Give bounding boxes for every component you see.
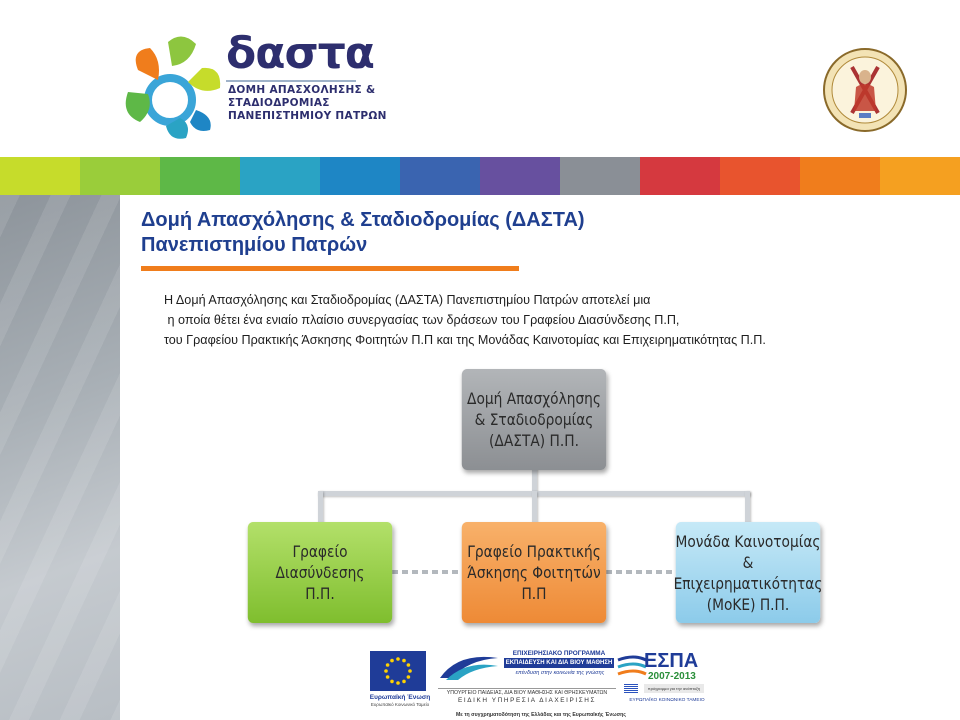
- espa-tagline: πρόγραμμα για την ανάπτυξη: [644, 684, 704, 693]
- dasta-logo-icon: [110, 30, 230, 145]
- description-line-2: η οποία θέτει ένα ενιαίο πλαίσιο συνεργασίας των δράσεων του Γραφείου Διασύνδεσης Π.Π,: [164, 313, 680, 327]
- page-title-line-2: Πανεπιστημίου Πατρών: [141, 234, 368, 256]
- ep-slogan: επένδυση στην κοινωνία της γνώσης: [515, 670, 605, 676]
- color-band-segment: [720, 157, 800, 195]
- university-seal-icon: [822, 47, 908, 133]
- org-box-dasta: [462, 369, 606, 470]
- color-band-segment: [480, 157, 560, 195]
- logo-wordmark: δαστα: [226, 28, 375, 79]
- logo-subtitle-line-1: ΔΟΜΗ ΑΠΑΣΧΟΛΗΣΗΣ &: [228, 84, 376, 96]
- dashed-link-right: [606, 570, 678, 574]
- logo-underline: [226, 80, 356, 82]
- ep-agency: ΕΙΔΙΚΗ ΥΠΗΡΕΣΙΑ ΔΙΑΧΕΙΡΙΣΗΣ: [457, 697, 597, 704]
- color-band-segment: [80, 157, 160, 195]
- left-decorative-strip: [0, 195, 120, 720]
- color-band-segment: [880, 157, 960, 195]
- color-band-segment: [160, 157, 240, 195]
- page-title: [141, 208, 585, 258]
- color-band-segment: [240, 157, 320, 195]
- org-box-innovation-unit-label: Μονάδα Καινοτομίας & Επιχειρηματικότητας (ΜοΚΕ) Π.Π.: [673, 531, 823, 614]
- logo-subtitle: [228, 84, 387, 123]
- logo-subtitle-line-3: ΠΑΝΕΠΙΣΤΗΜΙΟΥ ΠΑΤΡΩΝ: [228, 110, 387, 122]
- color-band-segment: [560, 157, 640, 195]
- page-title-line-1: Δομή Απασχόλησης & Σταδιοδρομίας (ΔΑΣΤΑ): [141, 209, 585, 231]
- org-box-dasta-label: Δομή Απασχόλησης & Σταδιοδρομίας (ΔΑΣΤΑ) Π.Π.: [467, 389, 601, 450]
- org-box-internship-office: [462, 522, 606, 623]
- eu-label: Ευρωπαϊκή Ένωση: [369, 694, 431, 701]
- color-band-segment: [640, 157, 720, 195]
- color-band-segment: [400, 157, 480, 195]
- greek-flag-icon: [624, 684, 638, 693]
- espa-years: 2007-2013: [648, 671, 696, 682]
- funding-logos: [368, 648, 713, 720]
- color-band-segment: [0, 157, 80, 195]
- org-box-liaison-office-label: Γραφείο Διασύνδεσης Π.Π.: [275, 542, 365, 603]
- dashed-link-left: [392, 570, 464, 574]
- description-paragraph: [164, 290, 766, 350]
- ep-ministry: ΥΠΟΥΡΓΕΙΟ ΠΑΙΔΕΙΑΣ, ΔΙΑ ΒΙΟΥ ΜΑΘΗΣΗΣ ΚΑΙ ΘΡΗΣΚΕΥΜΑΤΩΝ: [438, 688, 616, 697]
- connector-right: [745, 491, 750, 523]
- color-band: [0, 157, 960, 195]
- org-box-internship-office-label: Γραφείο Πρακτικής Άσκησης Φοιτητών Π.Π: [467, 542, 601, 603]
- description-line-3: του Γραφείου Πρακτικής Άσκησης Φοιτητών Π.Π και της Μονάδας Καινοτομίας και Επιχειρηματικότητας Π.Π.: [164, 333, 766, 347]
- espa-wordmark: ΕΣΠΑ: [644, 650, 699, 672]
- color-band-segment: [800, 157, 880, 195]
- eu-sublabel: Ευρωπαϊκό Κοινωνικό Ταμείο: [370, 702, 430, 707]
- logo-subtitle-line-2: ΣΤΑΔΙΟΔΡΟΜΙΑΣ: [228, 97, 330, 109]
- org-box-innovation-unit: [673, 522, 823, 623]
- co-funding-credit: Με τη συγχρηματοδότηση της Ελλάδας και της Ευρωπαϊκής Ένωσης: [455, 712, 627, 718]
- description-line-1: Η Δομή Απασχόλησης και Σταδιοδρομίας (ΔΑΣΤΑ) Πανεπιστημίου Πατρών αποτελεί μια: [164, 293, 651, 307]
- color-band-segment: [320, 157, 400, 195]
- espa-fund: ΕΥΡΩΠΑΪΚΟ ΚΟΙΝΩΝΙΚΟ ΤΑΜΕΙΟ: [629, 698, 705, 703]
- org-box-liaison-office: [248, 522, 392, 623]
- org-chart: [230, 365, 840, 635]
- education-programme-logo-icon: [438, 652, 500, 682]
- title-underline: [141, 266, 519, 271]
- ep-title: ΕΠΙΧΕΙΡΗΣΙΑΚΟ ΠΡΟΓΡΑΜΜΑ: [512, 650, 606, 657]
- connector-left: [318, 491, 323, 523]
- eu-flag-icon: [370, 651, 426, 691]
- connector-center: [532, 491, 537, 523]
- ep-programme-name: ΕΚΠΑΙΔΕΥΣΗ ΚΑΙ ΔΙΑ ΒΙΟΥ ΜΑΘΗΣΗ: [505, 660, 613, 666]
